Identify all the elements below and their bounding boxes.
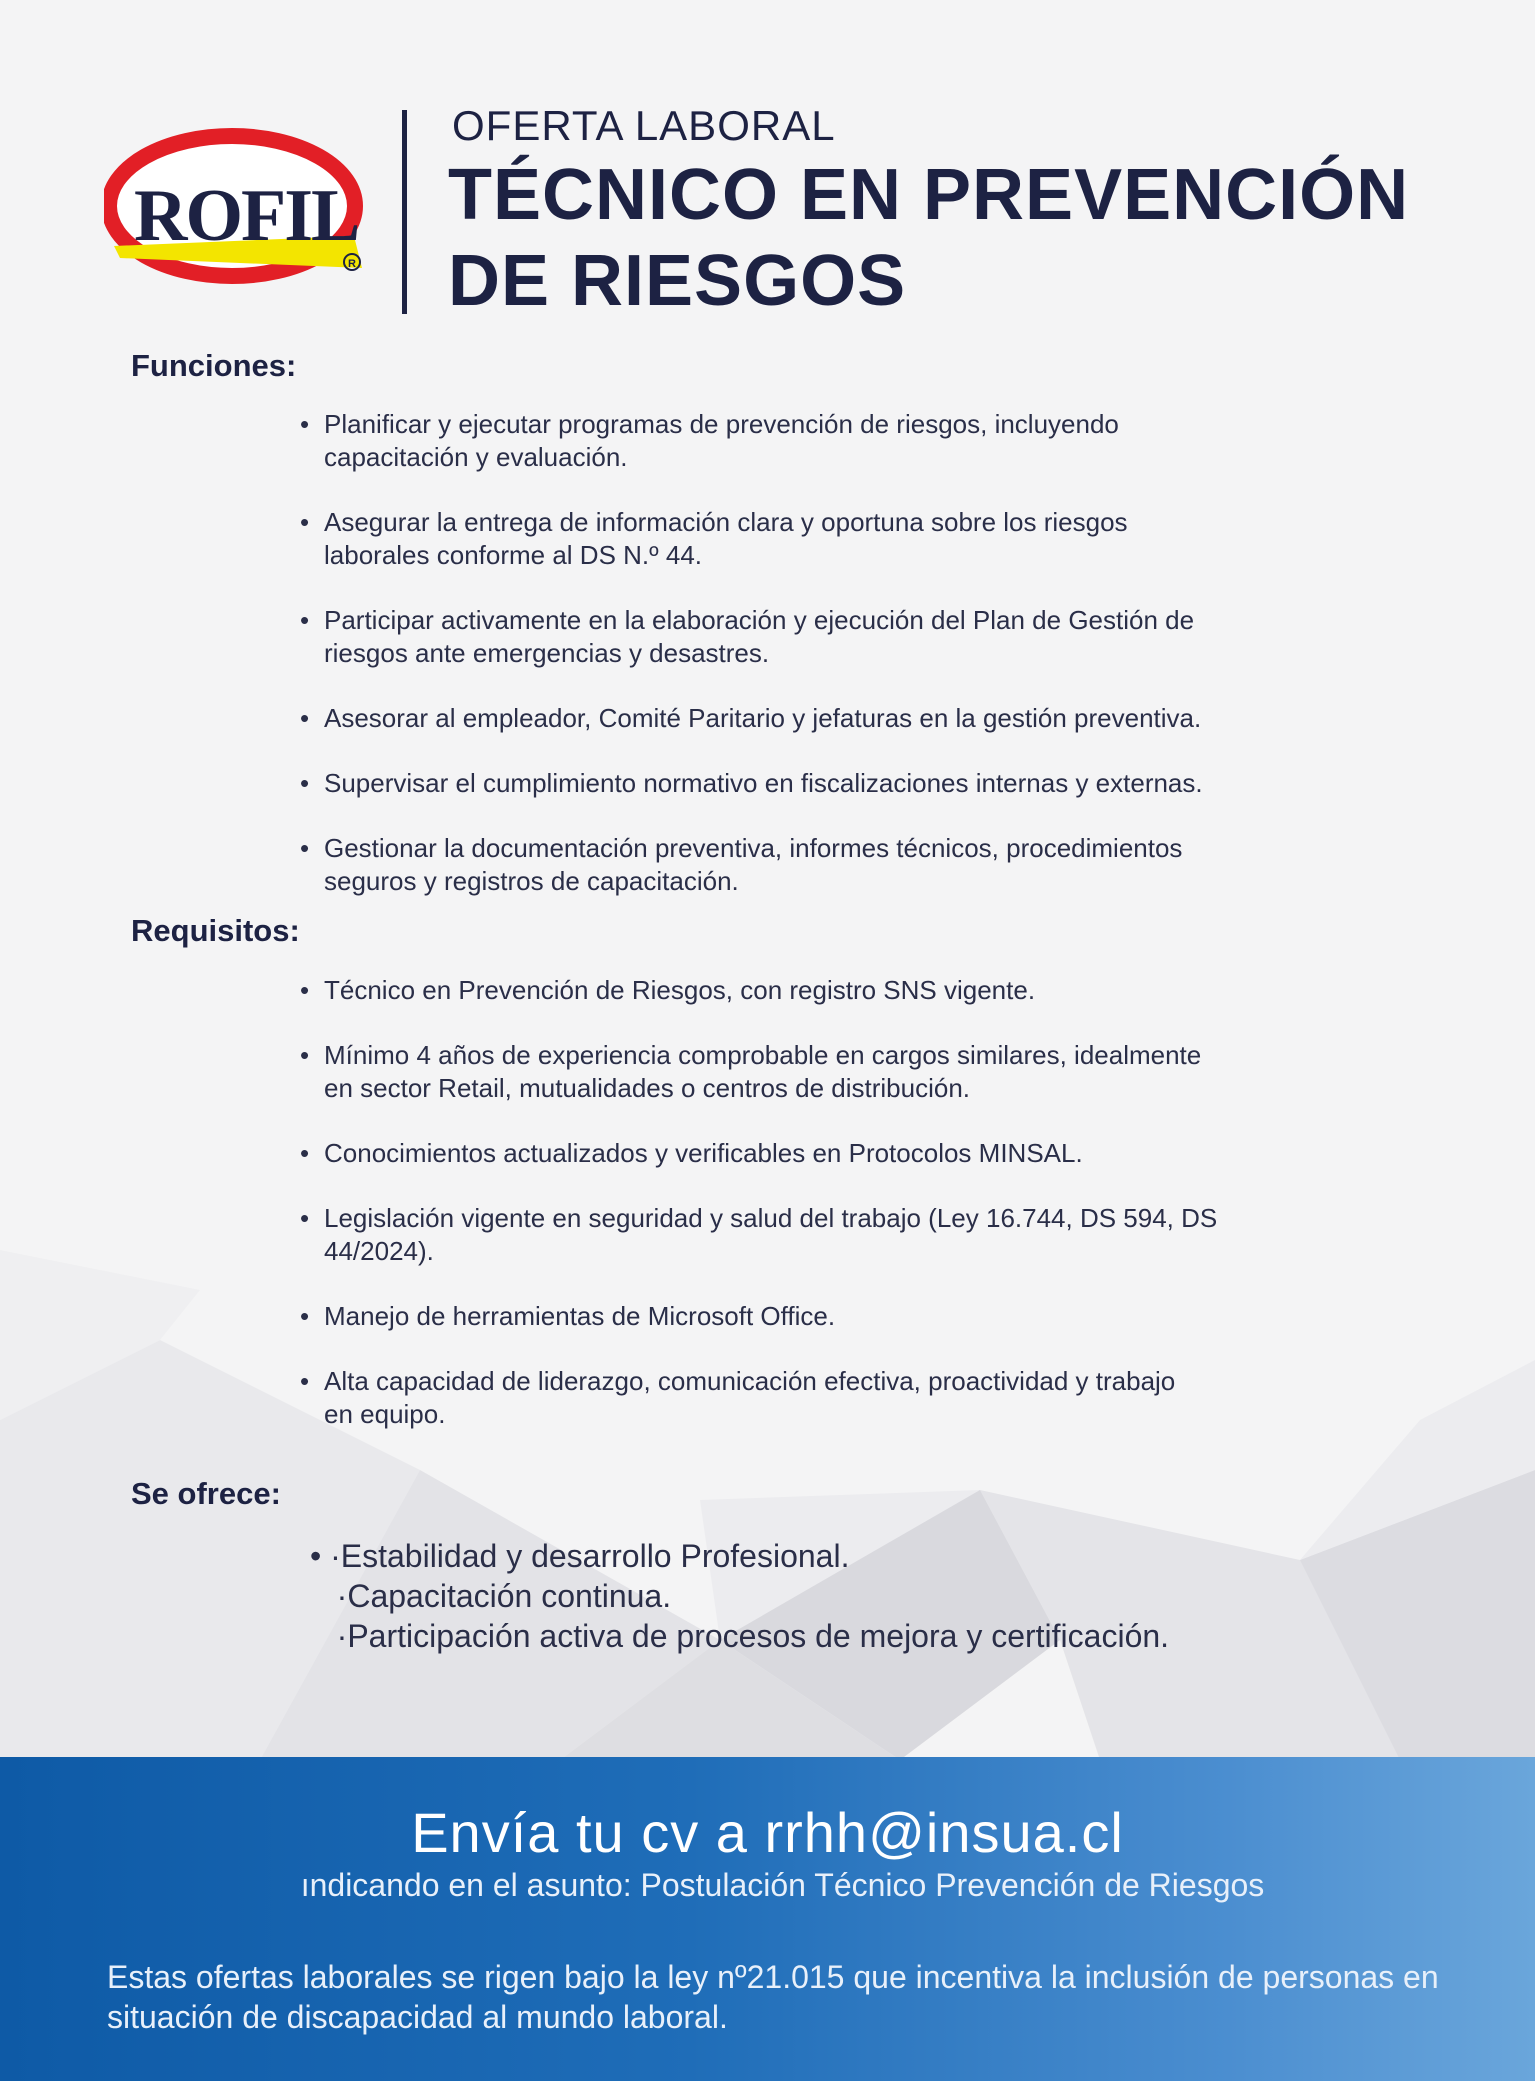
funciones-item: • Gestionar la documentación preventiva, informes técnicos, procedimientos seguros y registros de capacitación. <box>300 833 1183 896</box>
bullet-icon: • <box>300 768 310 798</box>
requisitos-heading: Requisitos: <box>131 913 300 948</box>
header-divider <box>402 110 407 314</box>
footer-banner <box>0 1757 1535 2081</box>
ofrece-heading: Se ofrece: <box>131 1476 281 1511</box>
apply-email-cta[interactable]: Envía tu cv a rrhh@insua.cl <box>411 1801 1124 1864</box>
bullet-icon: • <box>300 1366 310 1396</box>
svg-text:ROFIL: ROFIL <box>134 175 359 257</box>
job-title-line-1: TÉCNICO EN PREVENCIÓN <box>448 155 1410 235</box>
job-title <box>448 152 1409 324</box>
requisitos-item: • Alta capacidad de liderazgo, comunicación efectiva, proactividad y trabajo en equipo. <box>300 1366 1176 1429</box>
funciones-item: • Planificar y ejecutar programas de prevención de riesgos, incluyendo capacitación y evaluación. <box>300 409 1119 472</box>
ofrece-list <box>310 1536 1169 1656</box>
bullet-icon: • <box>300 1040 310 1070</box>
bullet-icon: • <box>300 1203 310 1233</box>
requisitos-item: • Legislación vigente en seguridad y salud del trabajo (Ley 16.744, DS 594, DS 44/2024). <box>300 1203 1218 1266</box>
bullet-icon: • <box>300 1301 310 1331</box>
funciones-item: • Supervisar el cumplimiento normativo en fiscalizaciones internas y externas. <box>300 768 1203 798</box>
ofrece-item: • ·Estabilidad y desarrollo Profesional. <box>310 1538 850 1574</box>
bullet-icon: • <box>300 833 310 863</box>
bullet-icon: • <box>300 1138 310 1168</box>
inclusion-law-notice: Estas ofertas laborales se rigen bajo la ley nº21.015 que incentiva la inclusión de personas en situación de discapacidad al mundo laboral. <box>107 1959 1439 2035</box>
funciones-item: • Asesorar al empleador, Comité Paritario y jefaturas en la gestión preventiva. <box>300 703 1202 733</box>
bullet-icon: • <box>300 703 310 733</box>
funciones-item: • Participar activamente en la elaboración y ejecución del Plan de Gestión de riesgos ante emergencias y desastres. <box>300 605 1195 668</box>
requisitos-list <box>300 974 1380 1463</box>
job-title-line-2: DE RIESGOS <box>448 241 907 321</box>
eyebrow-label: OFERTA LABORAL <box>452 102 836 149</box>
requisitos-item: • Técnico en Prevención de Riesgos, con registro SNS vigente. <box>300 975 1036 1005</box>
requisitos-item: • Manejo de herramientas de Microsoft Office. <box>300 1301 836 1331</box>
funciones-item: • Asegurar la entrega de información clara y oportuna sobre los riesgos laborales conforme al DS N.º 44. <box>300 507 1128 570</box>
bullet-icon: • <box>300 409 310 439</box>
bullet-icon: • <box>300 975 310 1005</box>
bullet-icon: • <box>300 605 310 635</box>
requisitos-item: • Conocimientos actualizados y verificables en Protocolos MINSAL. <box>300 1138 1083 1168</box>
rofil-logo <box>104 128 374 288</box>
funciones-heading: Funciones: <box>131 348 297 383</box>
bullet-icon: • <box>300 507 310 537</box>
requisitos-item: • Mínimo 4 años de experiencia comprobable en cargos similares, idealmente en sector Retail, mutualidades o centros de distribución. <box>300 1040 1202 1103</box>
ofrece-item: ·Participación activa de procesos de mejora y certificación. <box>310 1618 1170 1654</box>
ofrece-item: ·Capacitación continua. <box>310 1578 672 1614</box>
funciones-list <box>300 408 1380 930</box>
email-subject-instructions: ındicando en el asunto: Postulación Técnico Prevención de Riesgos <box>300 1867 1265 1903</box>
svg-text:R: R <box>348 258 356 270</box>
